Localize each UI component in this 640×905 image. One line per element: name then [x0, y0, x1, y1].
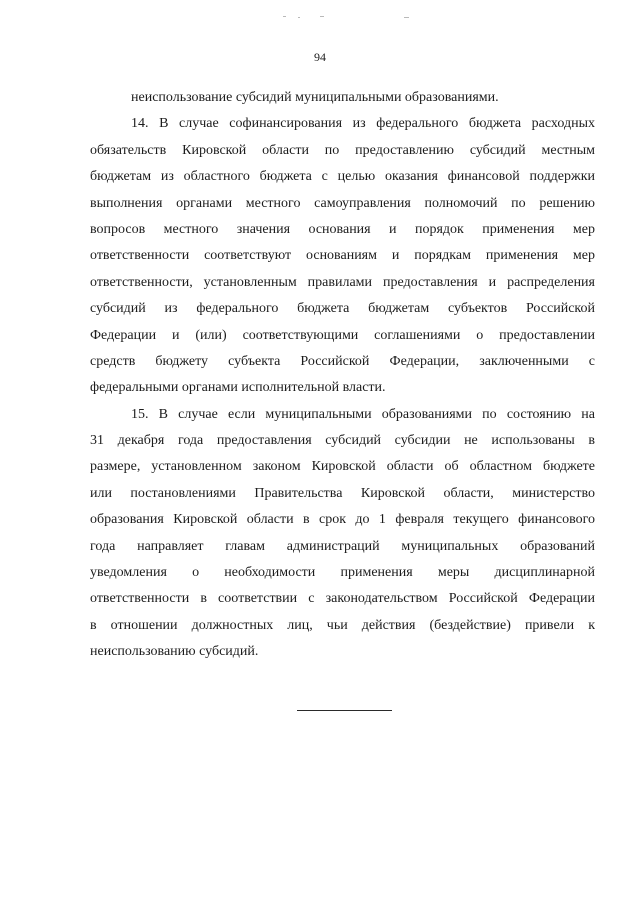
text-line: обязательств Кировской области по предоставлению субсидий местным: [90, 142, 595, 158]
text-line: неиспользование субсидий муниципальными образованиями.: [131, 90, 499, 105]
text-line: средств бюджету субъекта Российской Федерации, заключенными с: [90, 353, 595, 369]
text-line: или постановлениями Правительства Кировской области, министерство: [90, 485, 595, 501]
scan-artifact: [404, 17, 409, 18]
end-of-document-rule: [297, 710, 392, 711]
paragraph-14-start: 14. В случае софинансирования из федерального бюджета расходных: [131, 116, 595, 132]
text-line: образования Кировской области в срок до 1 февраля текущего финансового: [90, 512, 595, 528]
text-line: 31 декабря года предоставления субсидий субсидии не использованы в: [90, 433, 595, 449]
text-line: ответственности, установленным правилами предоставления и распределения: [90, 274, 595, 290]
text-line: субсидий из федерального бюджета бюджетам субъектов Российской: [90, 301, 595, 317]
page-number: 94: [314, 50, 326, 64]
document-body: [90, 85, 595, 666]
text-line: ответственности в соответствии с законодательством Российской Федерации: [90, 591, 595, 607]
text-line: выполнения органами местного самоуправления полномочий по решению: [90, 195, 595, 211]
text-line: неиспользованию субсидий.: [90, 644, 259, 660]
text-line: бюджетам из областного бюджета с целью оказания финансовой поддержки: [90, 169, 595, 185]
text-line: федеральными органами исполнительной власти.: [90, 380, 386, 396]
scan-artifact: [320, 16, 324, 17]
text-line: года направляет главам администраций муниципальных образований: [90, 538, 595, 554]
text-line: в отношении должностных лиц, чьи действия (бездействие) привели к: [90, 617, 595, 633]
text-line: уведомления о необходимости применения меры дисциплинарной: [90, 565, 595, 581]
text-line: вопросов местного значения основания и порядок применения мер: [90, 221, 595, 237]
text-line: Федерации и (или) соответствующими соглашениями о предоставлении: [90, 327, 595, 343]
text-line: размере, установленном законом Кировской области об областном бюджете: [90, 459, 595, 475]
paragraph-15-start: 15. В случае если муниципальными образованиями по состоянию на: [131, 406, 595, 422]
scan-artifact: [283, 16, 286, 17]
scan-artifact: [298, 17, 300, 18]
text-line: ответственности соответствуют основаниям и порядкам применения мер: [90, 248, 595, 264]
